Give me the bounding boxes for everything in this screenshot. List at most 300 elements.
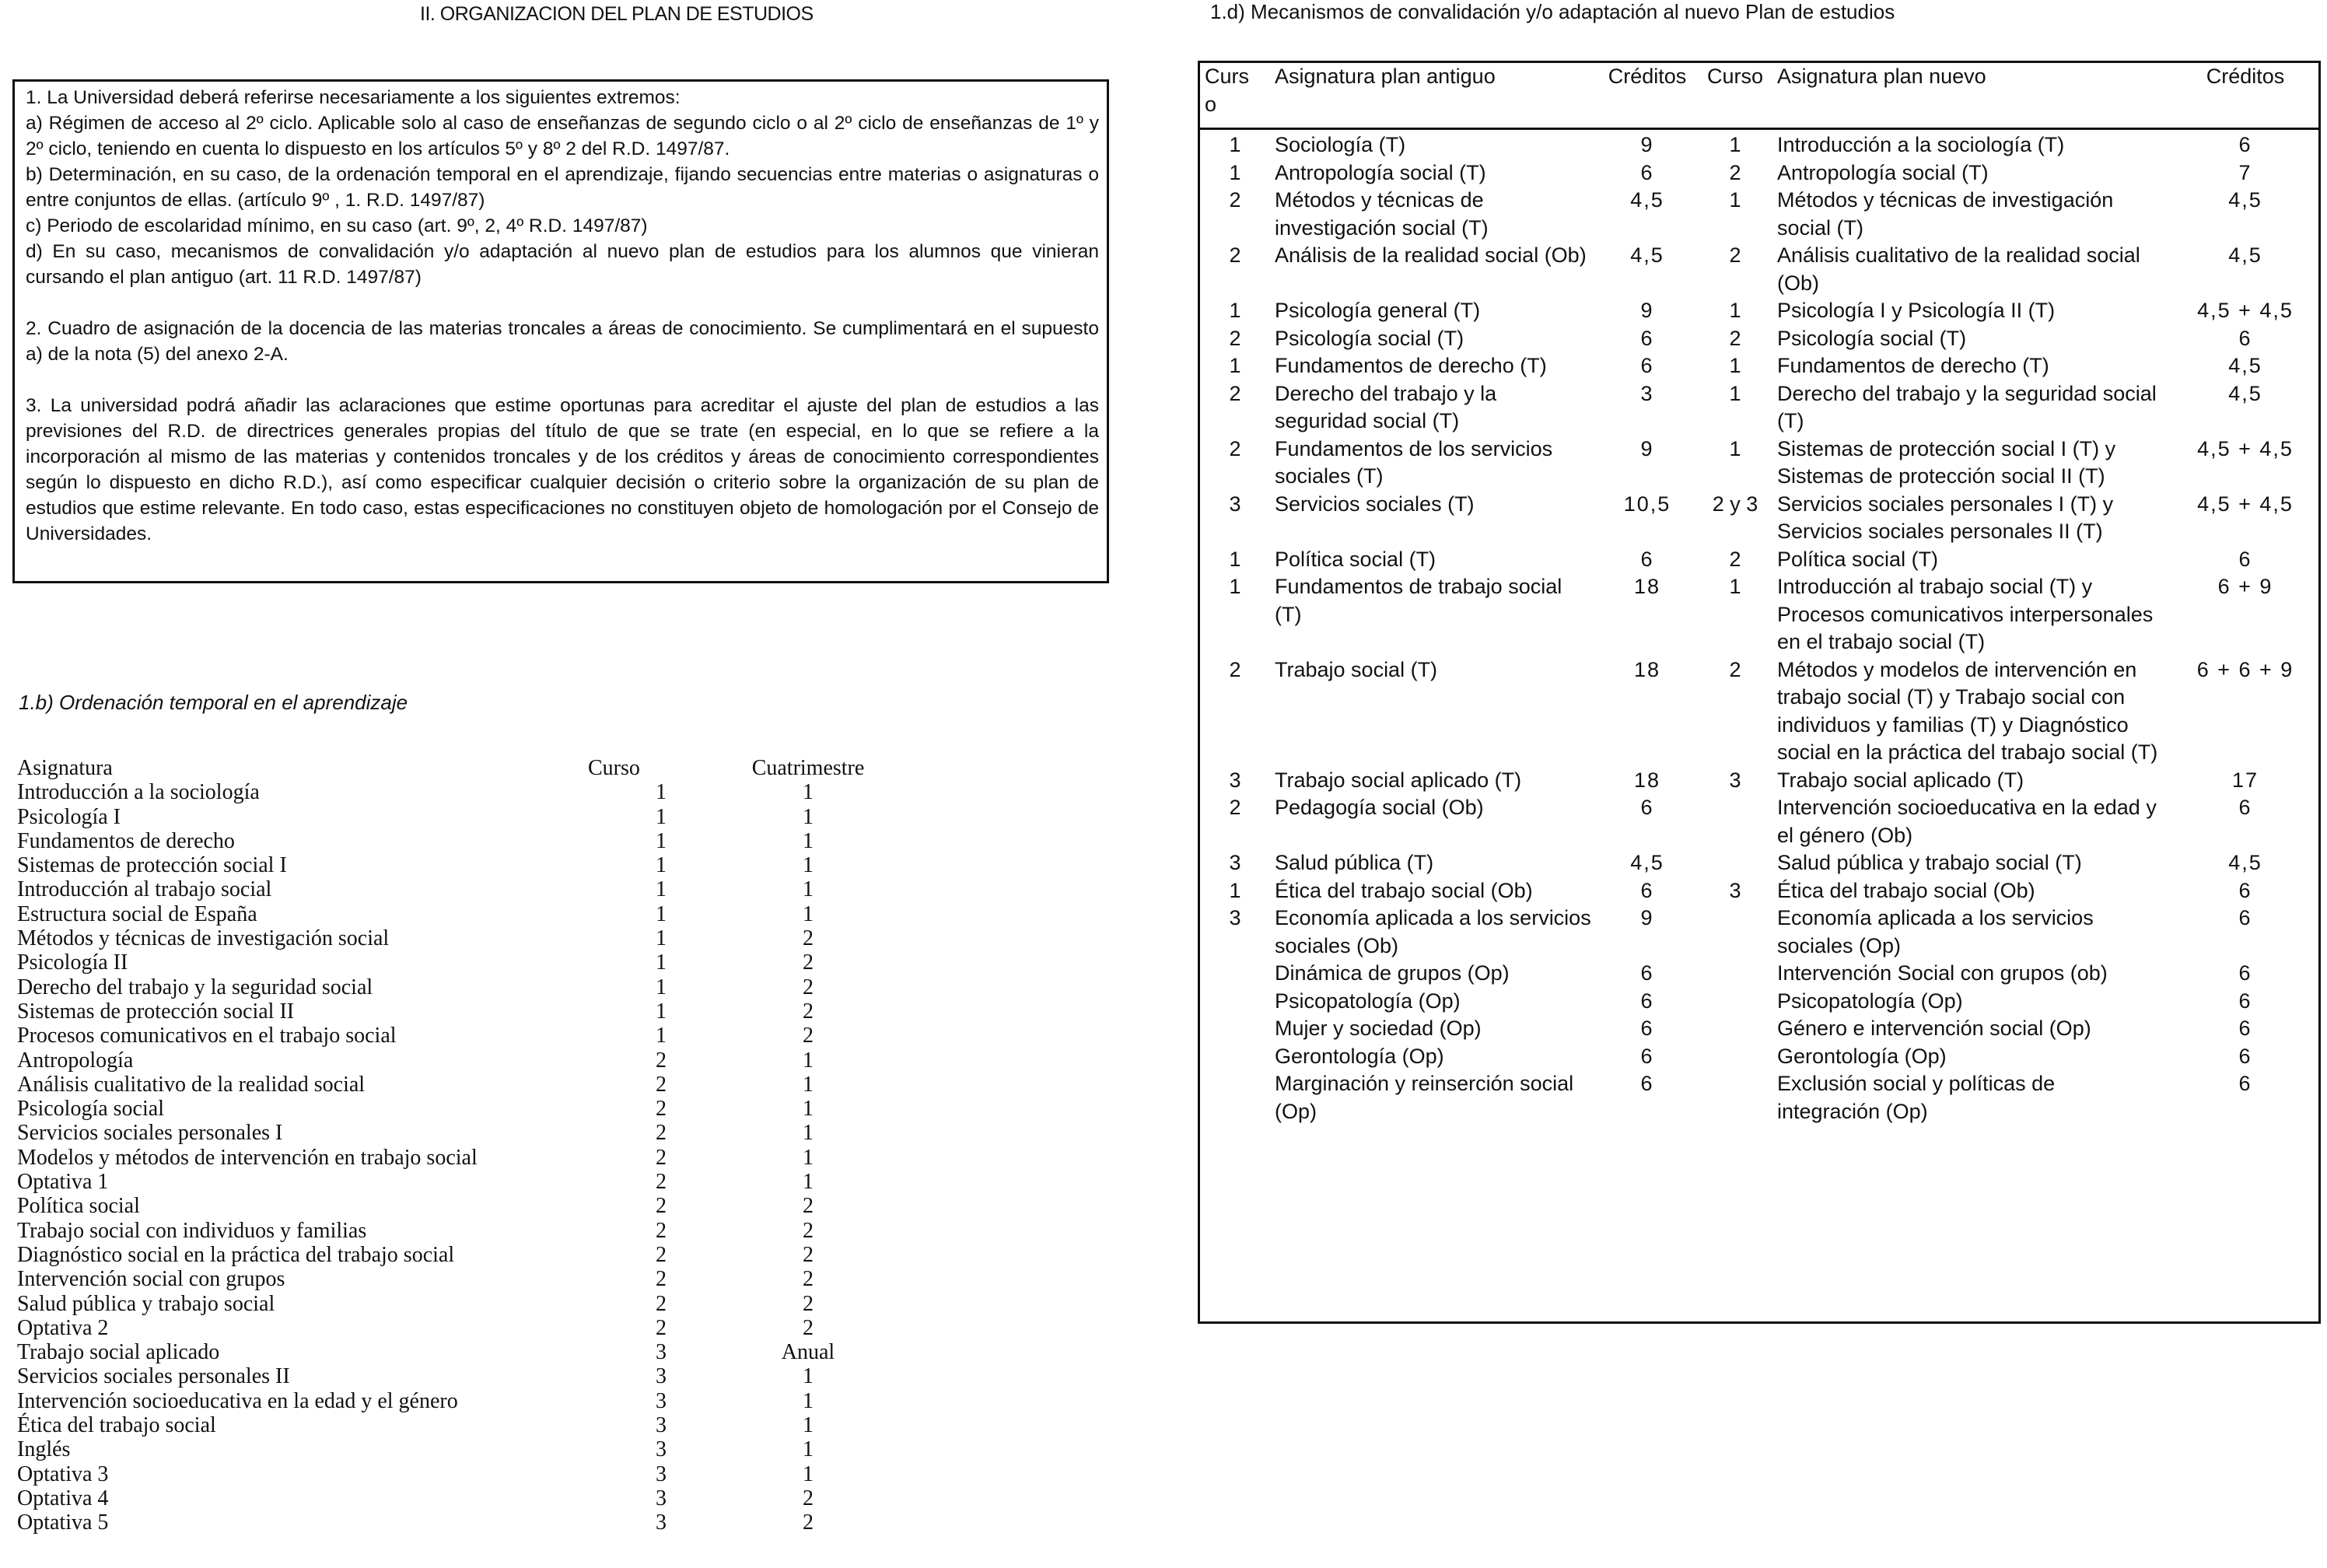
asignatura-nueva-cell: Introducción al trabajo social (T) y Procesos comunicativos interpersonales en el trabajo social (T): [1777, 575, 2154, 653]
creditos-antiguos-cell: 9: [1640, 299, 1654, 322]
cuatrimestre-cell: 1: [803, 901, 814, 926]
table-row: [17, 902, 882, 926]
asignatura-cell: Optativa 5: [17, 1510, 109, 1535]
asignatura-nueva-cell: Ética del trabajo social (Ob): [1777, 878, 2035, 902]
creditos-antiguos-cell: 6: [1640, 796, 1654, 819]
curso-nuevo-cell: 1: [1729, 299, 1741, 322]
curso-cell: 2: [656, 1267, 667, 1292]
asignatura-antigua-cell: Fundamentos de los servicios sociales (T): [1275, 436, 1553, 488]
table-row: [17, 1462, 882, 1486]
asignatura-nueva-cell: Psicología social (T): [1777, 326, 1967, 350]
asignatura-nueva-cell: Salud pública y trabajo social (T): [1777, 851, 2082, 874]
curso-nuevo-cell: 1: [1729, 354, 1741, 377]
asignatura-cell: Modelos y métodos de intervención en trabajo social: [17, 1145, 478, 1170]
table-row: [17, 1413, 882, 1437]
asignatura-cell: Ética del trabajo social: [17, 1413, 216, 1438]
asignatura-antigua-cell: Marginación y reinserción social (Op): [1275, 1072, 1574, 1123]
box-line: b) Determinación, en su caso, de la ordenación temporal en el aprendizaje, fijando secuencias entre materias o asignaturas o entre conjuntos de ellas. (artículo 9º , 1. R.D. 1497/87): [26, 164, 1099, 211]
box-line: c) Periodo de escolaridad mínimo, en su caso (art. 9º, 2, 4º R.D. 1497/87): [26, 215, 648, 236]
creditos-nuevos-cell: 6: [2238, 961, 2252, 985]
table-row: [17, 1219, 882, 1243]
asignatura-cell: Estructura social de España: [17, 901, 257, 926]
creditos-nuevos-cell: 17: [2231, 768, 2259, 792]
cuatrimestre-cell: 1: [803, 804, 814, 829]
asignatura-antigua-cell: Fundamentos de derecho (T): [1275, 354, 1547, 377]
table-row: [1200, 546, 2321, 574]
curso-nuevo-cell: 2: [1729, 547, 1741, 571]
curso-antiguo-cell: 1: [1229, 160, 1241, 184]
curso-cell: 3: [656, 1388, 667, 1413]
convalidacion-heading: 1.d) Mecanismos de convalidación y/o adaptación al nuevo Plan de estudios: [1210, 0, 1895, 23]
asignatura-antigua-cell: Psicología general (T): [1275, 299, 1481, 322]
table-row: [1200, 656, 2321, 767]
asignatura-cell: Trabajo social aplicado: [17, 1340, 220, 1365]
table-row: [17, 1486, 882, 1510]
asignatura-cell: Fundamentos de derecho: [17, 828, 235, 853]
curso-cell: 1: [656, 877, 667, 902]
asignatura-cell: Servicios sociales personales I: [17, 1121, 283, 1146]
section-heading: II. ORGANIZACION DEL PLAN DE ESTUDIOS: [420, 3, 814, 25]
creditos-antiguos-cell: 9: [1640, 133, 1654, 156]
table-row: [1200, 988, 2321, 1016]
asignatura-cell: Intervención social con grupos: [17, 1267, 285, 1292]
asignatura-nueva-cell: Fundamentos de derecho (T): [1777, 354, 2049, 377]
curso-cell: 2: [656, 1242, 667, 1267]
creditos-nuevos-cell: 4,5 + 4,5: [2197, 436, 2294, 460]
curso-cell: 3: [656, 1461, 667, 1486]
table-row: [17, 1389, 882, 1413]
table-row: [17, 805, 882, 829]
spacer: [26, 367, 1099, 393]
asignatura-cell: Optativa 3: [17, 1461, 109, 1486]
curso-nuevo-cell: 1: [1729, 381, 1741, 405]
curso-nuevo-cell: 2: [1729, 657, 1741, 681]
curso-nuevo-cell: [1698, 960, 1772, 988]
table-row: [1200, 794, 2321, 849]
creditos-nuevos-cell: 4,5: [2228, 381, 2262, 405]
asignatura-cell: Introducción a la sociología: [17, 780, 260, 805]
column-header: Asignatura: [17, 756, 113, 780]
asignatura-nueva-cell: Política social (T): [1777, 547, 1939, 571]
curso-antiguo-cell: 1: [1229, 575, 1241, 598]
table-row: [1200, 242, 2321, 297]
table-row: [17, 1097, 882, 1121]
table-row: [1200, 297, 2321, 325]
table-row: [17, 950, 882, 975]
table-row: [1200, 131, 2321, 159]
table-row: [17, 1073, 882, 1097]
column-header: Créditos: [2168, 63, 2321, 129]
asignatura-nueva-cell: Derecho del trabajo y la seguridad social (T): [1777, 381, 2157, 432]
curso-cell: 3: [656, 1340, 667, 1365]
table-row: [17, 1316, 882, 1340]
table-row: [1200, 877, 2321, 905]
column-header: Créditos: [1597, 63, 1698, 129]
cuatrimestre-cell: 1: [803, 1048, 814, 1073]
curso-antiguo-cell: 3: [1229, 768, 1241, 792]
cuatrimestre-cell: 2: [803, 1291, 814, 1316]
curso-nuevo-cell: [1698, 1070, 1772, 1125]
curso-cell: 1: [656, 828, 667, 853]
curso-antiguo-cell: 2: [1229, 796, 1241, 819]
asignatura-cell: Psicología I: [17, 804, 121, 829]
asignatura-nueva-cell: Métodos y técnicas de investigación social (T): [1777, 188, 2114, 240]
curso-antiguo-cell: 1: [1229, 133, 1241, 156]
asignatura-antigua-cell: Sociología (T): [1275, 133, 1406, 156]
creditos-nuevos-cell: 6: [2238, 1072, 2252, 1095]
cuatrimestre-cell: 1: [803, 1413, 814, 1438]
curso-cell: 2: [656, 1315, 667, 1340]
curso-antiguo-cell: 2: [1229, 436, 1241, 460]
asignatura-antigua-cell: Trabajo social aplicado (T): [1275, 768, 1522, 792]
cuatrimestre-cell: 2: [803, 975, 814, 999]
cuatrimestre-cell: 1: [803, 1097, 814, 1122]
asignatura-cell: Psicología II: [17, 950, 128, 975]
creditos-nuevos-cell: 6: [2238, 878, 2252, 902]
curso-nuevo-cell: 3: [1729, 768, 1741, 792]
curso-nuevo-cell: 2: [1729, 326, 1741, 350]
asignatura-nueva-cell: Gerontología (Op): [1777, 1044, 1947, 1068]
table-row: [1200, 960, 2321, 988]
table-row: [1200, 436, 2321, 491]
cuatrimestre-cell: 1: [803, 1364, 814, 1389]
table-row: [17, 853, 882, 877]
table-row: [1200, 1015, 2321, 1043]
curso-cell: 1: [656, 975, 667, 999]
cuatrimestre-cell: 1: [803, 877, 814, 902]
asignatura-nueva-cell: Psicología I y Psicología II (T): [1777, 299, 2056, 322]
asignatura-nueva-cell: Intervención Social con grupos (ob): [1777, 961, 2108, 985]
curso-nuevo-cell: 1: [1729, 133, 1741, 156]
asignatura-cell: Inglés: [17, 1437, 71, 1462]
curso-cell: 2: [656, 1218, 667, 1243]
table-header-row: [1200, 63, 2321, 129]
cuatrimestre-cell: 1: [803, 1437, 814, 1462]
curso-cell: 2: [656, 1072, 667, 1097]
curso-antiguo-cell: [1200, 1043, 1270, 1071]
cuatrimestre-cell: 1: [803, 1461, 814, 1486]
asignatura-cell: Diagnóstico social en la práctica del trabajo social: [17, 1242, 455, 1267]
curso-cell: 3: [656, 1510, 667, 1535]
curso-cell: 1: [656, 926, 667, 951]
table-row: [17, 999, 882, 1024]
curso-nuevo-cell: [1698, 1015, 1772, 1043]
creditos-antiguos-cell: 6: [1640, 989, 1654, 1013]
asignatura-nueva-cell: Antropología social (T): [1777, 160, 1989, 184]
asignatura-nueva-cell: Género e intervención social (Op): [1777, 1017, 2091, 1040]
cuatrimestre-cell: 2: [803, 1267, 814, 1292]
curso-antiguo-cell: 3: [1229, 851, 1241, 874]
asignatura-antigua-cell: Trabajo social (T): [1275, 657, 1438, 681]
creditos-antiguos-cell: 4,5: [1630, 243, 1664, 267]
table-row: [17, 1437, 882, 1461]
curso-antiguo-cell: [1200, 1015, 1270, 1043]
asignatura-nueva-cell: Psicopatología (Op): [1777, 989, 1963, 1013]
creditos-antiguos-cell: 6: [1640, 547, 1654, 571]
creditos-nuevos-cell: 6: [2238, 989, 2252, 1013]
cuatrimestre-cell: 2: [803, 1024, 814, 1048]
cuatrimestre-cell: 2: [803, 1510, 814, 1535]
asignatura-antigua-cell: Psicología social (T): [1275, 326, 1464, 350]
asignatura-antigua-cell: Gerontología (Op): [1275, 1044, 1444, 1068]
curso-antiguo-cell: 1: [1229, 547, 1241, 571]
curso-cell: 1: [656, 999, 667, 1024]
table-row: [17, 1267, 882, 1291]
creditos-antiguos-cell: 6: [1640, 326, 1654, 350]
asignatura-nueva-cell: Servicios sociales personales I (T) y Servicios sociales personales II (T): [1777, 492, 2114, 543]
asignatura-cell: Servicios sociales personales II: [17, 1364, 290, 1389]
asignatura-antigua-cell: Métodos y técnicas de investigación social (T): [1275, 188, 1489, 240]
column-header: Curso: [588, 756, 640, 780]
curso-antiguo-cell: [1200, 1070, 1270, 1125]
table-row: [1200, 905, 2321, 960]
creditos-nuevos-cell: 6: [2238, 133, 2252, 156]
cuatrimestre-cell: 1: [803, 780, 814, 805]
curso-cell: 2: [656, 1291, 667, 1316]
curso-antiguo-cell: 2: [1229, 657, 1241, 681]
asignatura-cell: Salud pública y trabajo social: [17, 1291, 275, 1316]
asignatura-cell: Optativa 4: [17, 1486, 109, 1510]
curso-cell: 2: [656, 1145, 667, 1170]
table-row: [1200, 573, 2321, 656]
table-row: [17, 1292, 882, 1316]
curso-cell: 2: [656, 1097, 667, 1122]
asignatura-antigua-cell: Mujer y sociedad (Op): [1275, 1017, 1482, 1040]
creditos-nuevos-cell: 6: [2238, 906, 2252, 929]
table-row: [1200, 380, 2321, 436]
cuatrimestre-cell: 2: [803, 950, 814, 975]
table-row: [1200, 1043, 2321, 1071]
creditos-antiguos-cell: 6: [1640, 961, 1654, 985]
table-row: [1200, 325, 2321, 353]
curso-nuevo-cell: [1698, 794, 1772, 849]
cuatrimestre-cell: 2: [803, 1194, 814, 1219]
cuatrimestre-cell: 1: [803, 1145, 814, 1170]
creditos-antiguos-cell: 6: [1640, 1072, 1654, 1095]
cuatrimestre-cell: 2: [803, 1242, 814, 1267]
asignatura-cell: Trabajo social con individuos y familias: [17, 1218, 367, 1243]
creditos-antiguos-cell: 6: [1640, 354, 1654, 377]
table-row: [17, 1048, 882, 1073]
creditos-nuevos-cell: 6 + 6 + 9: [2196, 657, 2294, 681]
curso-nuevo-cell: [1698, 849, 1772, 877]
creditos-nuevos-cell: 4,5: [2228, 851, 2262, 874]
curso-cell: 2: [656, 1048, 667, 1073]
asignatura-cell: Optativa 1: [17, 1170, 109, 1195]
asignatura-cell: Psicología social: [17, 1097, 164, 1122]
table-row: [17, 1170, 882, 1194]
column-header: Curs o: [1200, 63, 1270, 129]
column-header: Asignatura plan nuevo: [1772, 63, 2168, 129]
asignatura-cell: Antropología: [17, 1048, 134, 1073]
asignatura-antigua-cell: Política social (T): [1275, 547, 1436, 571]
asignatura-nueva-cell: Análisis cualitativo de la realidad social (Ob): [1777, 243, 2140, 295]
asignatura-cell: Derecho del trabajo y la seguridad social: [17, 975, 373, 999]
asignatura-cell: Optativa 2: [17, 1315, 109, 1340]
asignatura-antigua-cell: Antropología social (T): [1275, 160, 1486, 184]
table-row: [1200, 352, 2321, 380]
creditos-antiguos-cell: 9: [1640, 436, 1654, 460]
cuatrimestre-cell: Anual: [781, 1340, 835, 1365]
curso-antiguo-cell: 2: [1229, 243, 1241, 267]
asignatura-antigua-cell: Fundamentos de trabajo social (T): [1275, 575, 1562, 626]
curso-antiguo-cell: 2: [1229, 326, 1241, 350]
curso-nuevo-cell: 3: [1729, 878, 1741, 902]
cuatrimestre-cell: 1: [803, 1388, 814, 1413]
box-line: d) En su caso, mecanismos de convalidación y/o adaptación al nuevo plan de estudios para los alumnos que vinieran cursando el plan antiguo (art. 11 R.D. 1497/87): [26, 241, 1099, 288]
asignatura-antigua-cell: Ética del trabajo social (Ob): [1275, 878, 1533, 902]
cuatrimestre-cell: 1: [803, 853, 814, 878]
curso-nuevo-cell: [1698, 988, 1772, 1016]
asignatura-antigua-cell: Psicopatología (Op): [1275, 989, 1461, 1013]
box-paragraph-3: 3. La universidad podrá añadir las aclaraciones que estime oportunas para acreditar el ajuste del plan de estudios a las previsiones del R.D. de directrices generales propias del título de que se trate (en especial, en lo que se refiere a la incorporación al mismo de las materias y contenidos troncales y de los créditos y áreas de conocimiento correspondientes según lo dispuesto en dicho R.D.), así como especificar cualquier decisión o criterio sobre la organización de su plan de estudios que estime relevante. En todo caso, estas especificaciones no constituyen objeto de homologación por el Consejo de Universidades.: [26, 395, 1099, 544]
curso-cell: 2: [656, 1194, 667, 1219]
creditos-antiguos-cell: 18: [1633, 575, 1661, 598]
cuatrimestre-cell: 2: [803, 926, 814, 951]
table-row: [17, 1194, 882, 1218]
curso-cell: 1: [656, 804, 667, 829]
creditos-nuevos-cell: 4,5: [2228, 354, 2262, 377]
cuatrimestre-cell: 1: [803, 1072, 814, 1097]
creditos-nuevos-cell: 4,5 + 4,5: [2197, 492, 2294, 516]
ordenacion-table: [17, 756, 882, 1535]
table-row: [1200, 767, 2321, 795]
creditos-nuevos-cell: 4,5: [2228, 188, 2262, 212]
asignatura-nueva-cell: Trabajo social aplicado (T): [1777, 768, 2024, 792]
creditos-nuevos-cell: 6 + 9: [2217, 575, 2273, 598]
curso-nuevo-cell: 2: [1729, 243, 1741, 267]
column-header: Curso: [1698, 63, 1772, 129]
table-row: [17, 1243, 882, 1267]
asignatura-cell: Sistemas de protección social II: [17, 999, 295, 1024]
table-row: [1200, 187, 2321, 242]
creditos-antiguos-cell: 10,5: [1623, 492, 1671, 516]
asignatura-nueva-cell: Exclusión social y políticas de integración (Op): [1777, 1072, 2056, 1123]
creditos-nuevos-cell: 6: [2238, 326, 2252, 350]
asignatura-antigua-cell: Pedagogía social (Ob): [1275, 796, 1484, 819]
table-row: [1200, 159, 2321, 187]
asignatura-cell: Procesos comunicativos en el trabajo social: [17, 1024, 397, 1048]
curso-cell: 1: [656, 1024, 667, 1048]
cuatrimestre-cell: 2: [803, 999, 814, 1024]
asignatura-cell: Análisis cualitativo de la realidad social: [17, 1072, 366, 1097]
creditos-nuevos-cell: 4,5 + 4,5: [2197, 299, 2294, 322]
curso-antiguo-cell: 1: [1229, 878, 1241, 902]
creditos-nuevos-cell: 7: [2238, 160, 2252, 184]
table-row: [17, 1024, 882, 1048]
asignatura-nueva-cell: Sistemas de protección social I (T) y Sistemas de protección social II (T): [1777, 436, 2116, 488]
creditos-antiguos-cell: 4,5: [1630, 851, 1664, 874]
instructions-box: [12, 79, 1109, 583]
asignatura-antigua-cell: Servicios sociales (T): [1275, 492, 1475, 516]
asignatura-cell: Política social: [17, 1194, 140, 1219]
creditos-antiguos-cell: 18: [1633, 657, 1661, 681]
creditos-antiguos-cell: 18: [1633, 768, 1661, 792]
table-row: [17, 1340, 882, 1364]
cuatrimestre-cell: 1: [803, 828, 814, 853]
table-row: [17, 877, 882, 901]
creditos-antiguos-cell: 3: [1640, 381, 1654, 405]
asignatura-cell: Métodos y técnicas de investigación social: [17, 926, 390, 951]
asignatura-cell: Sistemas de protección social I: [17, 853, 287, 878]
asignatura-antigua-cell: Dinámica de grupos (Op): [1275, 961, 1510, 985]
creditos-nuevos-cell: 6: [2238, 547, 2252, 571]
convalidacion-box: [1198, 61, 2321, 1324]
curso-cell: 3: [656, 1437, 667, 1462]
asignatura-nueva-cell: Economía aplicada a los servicios sociales (Op): [1777, 906, 2094, 957]
curso-cell: 1: [656, 950, 667, 975]
asignatura-nueva-cell: Introducción a la sociología (T): [1777, 133, 2065, 156]
cuatrimestre-cell: 2: [803, 1315, 814, 1340]
table-row: [17, 975, 882, 999]
creditos-antiguos-cell: 6: [1640, 160, 1654, 184]
curso-cell: 3: [656, 1413, 667, 1438]
curso-antiguo-cell: 3: [1229, 906, 1241, 929]
table-row: [17, 1510, 882, 1535]
creditos-antiguos-cell: 6: [1640, 1044, 1654, 1068]
asignatura-antigua-cell: Análisis de la realidad social (Ob): [1275, 243, 1587, 267]
convalidacion-table: [1200, 63, 2321, 1125]
curso-antiguo-cell: 2: [1229, 188, 1241, 212]
creditos-antiguos-cell: 6: [1640, 1017, 1654, 1040]
curso-antiguo-cell: 1: [1229, 354, 1241, 377]
curso-antiguo-cell: 3: [1229, 492, 1241, 516]
box-line: 1. La Universidad deberá referirse necesariamente a los siguientes extremos:: [26, 87, 681, 108]
asignatura-cell: Intervención socioeducativa en la edad y el género: [17, 1388, 458, 1413]
curso-nuevo-cell: [1698, 1043, 1772, 1071]
curso-nuevo-cell: 2 y 3: [1712, 492, 1758, 516]
curso-nuevo-cell: 1: [1729, 575, 1741, 598]
table-row: [17, 1364, 882, 1388]
curso-cell: 3: [656, 1364, 667, 1389]
column-header: Cuatrimestre: [751, 756, 865, 780]
creditos-nuevos-cell: 6: [2238, 1044, 2252, 1068]
curso-cell: 1: [656, 853, 667, 878]
cuatrimestre-cell: 2: [803, 1486, 814, 1510]
asignatura-antigua-cell: Economía aplicada a los servicios sociales (Ob): [1275, 906, 1591, 957]
curso-nuevo-cell: [1698, 905, 1772, 960]
asignatura-nueva-cell: Métodos y modelos de intervención en trabajo social (T) y Trabajo social con individuos y familias (T) y Diagnóstico social en la práctica del trabajo social (T): [1777, 657, 2158, 764]
table-row: [1200, 849, 2321, 877]
creditos-nuevos-cell: 4,5: [2228, 243, 2262, 267]
table-row: [17, 780, 882, 804]
table-row: [1200, 1070, 2321, 1125]
asignatura-cell: Introducción al trabajo social: [17, 877, 272, 902]
curso-antiguo-cell: [1200, 988, 1270, 1016]
curso-nuevo-cell: 2: [1729, 160, 1741, 184]
table-row: [17, 1121, 882, 1145]
curso-antiguo-cell: 2: [1229, 381, 1241, 405]
creditos-nuevos-cell: 6: [2238, 1017, 2252, 1040]
ordenacion-caption: 1.b) Ordenación temporal en el aprendizaje: [19, 691, 408, 714]
curso-cell: 2: [656, 1170, 667, 1195]
table-row: [17, 1146, 882, 1170]
cuatrimestre-cell: 2: [803, 1218, 814, 1243]
curso-antiguo-cell: 1: [1229, 299, 1241, 322]
creditos-antiguos-cell: 6: [1640, 878, 1654, 902]
spacer: [26, 290, 1099, 316]
curso-antiguo-cell: [1200, 960, 1270, 988]
curso-nuevo-cell: 1: [1729, 188, 1741, 212]
table-header-row: [17, 756, 882, 780]
creditos-antiguos-cell: 4,5: [1630, 188, 1664, 212]
asignatura-antigua-cell: Derecho del trabajo y la seguridad social (T): [1275, 381, 1497, 432]
cuatrimestre-cell: 1: [803, 1121, 814, 1146]
curso-cell: 1: [656, 901, 667, 926]
asignatura-nueva-cell: Intervención socioeducativa en la edad y el género (Ob): [1777, 796, 2157, 847]
table-row: [17, 829, 882, 853]
table-row: [1200, 491, 2321, 546]
